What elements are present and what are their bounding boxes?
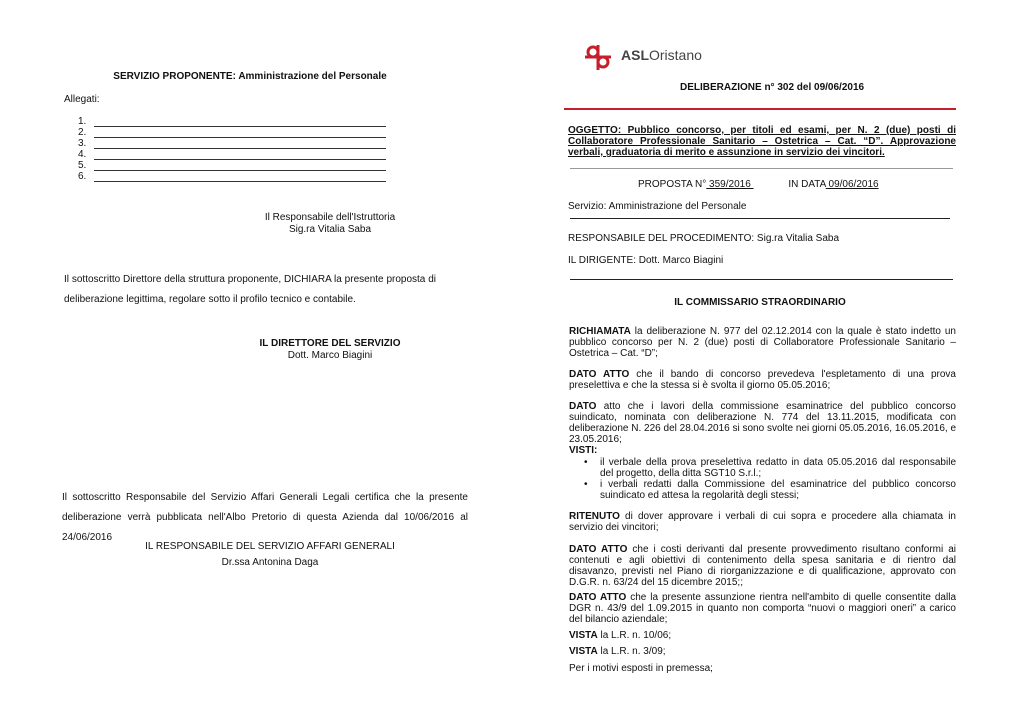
asl-logo	[581, 43, 721, 71]
dirigente-line: IL DIRIGENTE: Dott. Marco Biagini	[568, 255, 724, 266]
direttore-title: IL DIRETTORE DEL SERVIZIO	[259, 338, 401, 349]
servizio-divider	[570, 218, 950, 219]
richiamata-key: RICHIAMATA	[569, 326, 631, 337]
servizio-line: Servizio: Amministrazione del Personale	[568, 201, 747, 212]
direttore-servizio	[220, 338, 440, 362]
asl-logo-text	[621, 47, 702, 63]
servizio-value: Amministrazione del Personale	[235, 71, 387, 82]
visti-item: • i verbali redatti dalla Commissione del esaminatrice del pubblico concorso suindicato ed attesa la regolarità degli stessi;	[584, 479, 956, 501]
attachment-row	[78, 171, 398, 182]
responsabile-affari-name: Dr.ssa Antonina Daga	[221, 557, 319, 568]
data-value: 09/06/2016	[825, 179, 879, 190]
asl-logo-bold: ASL	[621, 47, 649, 63]
proposta-line	[638, 179, 938, 190]
attachment-number: 5.	[78, 160, 87, 171]
responsabile-istruttoria-title: Il Responsabile dell'Istruttoria	[264, 212, 396, 223]
asl-cross-icon	[581, 43, 615, 71]
dichiarazione-text: Il sottoscritto Direttore della struttura proponente, DICHIARA la presente proposta di deliberazione legittima, regolare sotto il profilo tecnico e contabile.	[64, 274, 436, 305]
attachment-row	[78, 160, 398, 171]
attachment-row	[78, 116, 398, 127]
servizio-proponente	[60, 71, 440, 82]
dato-paragraph	[569, 401, 956, 445]
commissario-title: IL COMMISSARIO STRAORDINARIO	[674, 297, 846, 308]
attachment-row	[78, 138, 398, 149]
visti-heading: VISTI:	[569, 445, 598, 456]
dirigente-divider	[570, 279, 953, 280]
oggetto-text: OGGETTO: Pubblico concorso, per titoli ed esami, per N. 2 (due) posti di Collaboratore Professionale Sanitario – Ostetrica – Cat. “D”. Approvazione verbali, graduatoria di merito e assunzione in servizio dei vincitori.	[568, 125, 956, 158]
responsabile-istruttoria	[220, 212, 440, 236]
dato-atto-costi-text: che i costi derivanti dal presente provvedimento risultano conformi ai contenuti e agli obiettivi di contenimento della spesa sanitaria e di rientro dal disavanzo, previsti nel Piano di riorganizzazione e di qualificazione, approvato con D.G.R. n. 63/24 del 15 dicembre 2015;;	[569, 544, 957, 588]
vista-text: la L.R. n. 3/09;	[597, 646, 666, 657]
premessa-paragraph: Per i motivi esposti in premessa;	[569, 663, 713, 674]
dato-atto-dgr-key: DATO ATTO	[569, 592, 627, 603]
dato-atto-dgr-text: che la presente assunzione rientra nell'ambito di quelle consentite dalla DGR n. 43/9 del 1.09.2015 in quanto non comporta “nuovi o maggiori oneri” a carico del bilancio aziendale;	[569, 592, 957, 625]
vista-lr-3-paragraph	[569, 646, 956, 657]
vista-lr-10-paragraph	[569, 630, 956, 641]
attachment-number: 1.	[78, 116, 87, 127]
oggetto-divider	[570, 168, 953, 169]
vista-key: VISTA	[569, 646, 598, 657]
responsabile-affari-generali	[120, 539, 420, 571]
dato-atto-text: che il bando di concorso prevedeva l'espletamento di una prova preselettiva e che la stessa si è svolta il giorno 05.05.2016;	[569, 369, 956, 391]
dato-atto-costi-paragraph	[569, 544, 956, 588]
visti-item-text: i verbali redatti dalla Commissione del esaminatrice del pubblico concorso suindicato ed attesa la regolarità degli stessi;	[600, 479, 956, 501]
ritenuto-text: di dover approvare i verbali di cui sopra e procedere alla chiamata in servizio dei vincitori;	[569, 511, 956, 533]
attachment-number: 2.	[78, 127, 87, 138]
servizio-label: SERVIZIO PROPONENTE:	[113, 71, 236, 82]
direttore-name: Dott. Marco Biagini	[287, 350, 373, 361]
allegati-label: Allegati:	[64, 94, 100, 105]
visti-item-text: il verbale della prova preselettiva redatto in data 05.05.2016 dal responsabile del progetto, della ditta SGT10 S.r.l.;	[600, 457, 956, 479]
ritenuto-key: RITENUTO	[569, 511, 620, 522]
attachment-row	[78, 127, 398, 138]
dato-atto-costi-key: DATO ATTO	[569, 544, 628, 555]
attachment-number: 4.	[78, 149, 87, 160]
asl-logo-rest: Oristano	[649, 47, 702, 63]
vista-text: la L.R. n. 10/06;	[597, 630, 672, 641]
attachment-row	[78, 149, 398, 160]
attachment-number: 6.	[78, 171, 87, 182]
proposta-value: 359/2016	[706, 179, 754, 190]
deliberazione-number: DELIBERAZIONE n° 302 del 09/06/2016	[680, 82, 865, 93]
richiamata-paragraph	[569, 326, 956, 359]
dato-key: DATO	[569, 401, 597, 412]
responsabile-affari-title: IL RESPONSABILE DEL SERVIZIO AFFARI GENERALI	[145, 541, 395, 552]
attachment-number: 3.	[78, 138, 87, 149]
visti-item: • il verbale della prova preselettiva redatto in data 05.05.2016 dal responsabile del progetto, della ditta SGT10 S.r.l.;	[584, 457, 956, 479]
vista-key: VISTA	[569, 630, 598, 641]
certificazione-text: Il sottoscritto Responsabile del Servizio Affari Generali Legali certifica che la presente deliberazione verrà pubblicata nell'Albo Pretorio di questa Azienda dal 10/06/2016 al 24/06/2016	[62, 492, 468, 543]
proposta-label: PROPOSTA N°	[638, 179, 707, 190]
dato-atto-key: DATO ATTO	[569, 369, 630, 380]
header-divider	[564, 108, 956, 110]
responsabile-istruttoria-name: Sig.ra Vitalia Saba	[288, 224, 372, 235]
dato-atto-dgr-paragraph	[569, 592, 956, 625]
data-label: IN DATA	[788, 179, 826, 190]
dato-atto-paragraph	[569, 369, 956, 391]
richiamata-text: la deliberazione N. 977 del 02.12.2014 con la quale è stato indetto un pubblico concorso per N. 2 (due) posti di Collaboratore Professionale Sanitario – Ostetrica – Cat. “D”;	[569, 326, 956, 359]
ritenuto-paragraph	[569, 511, 956, 533]
responsabile-procedimento: RESPONSABILE DEL PROCEDIMENTO: Sig.ra Vitalia Saba	[568, 233, 840, 244]
dato-text: atto che i lavori della commissione esaminatrice del pubblico concorso suindicato, nominata con deliberazione N. 774 del 13.11.2015, modificata con deliberazione N. 226 del 28.04.2016 si sono svolte nei giorni 05.05.2016, 16.05.2016, e 23.05.2016;	[569, 401, 956, 445]
